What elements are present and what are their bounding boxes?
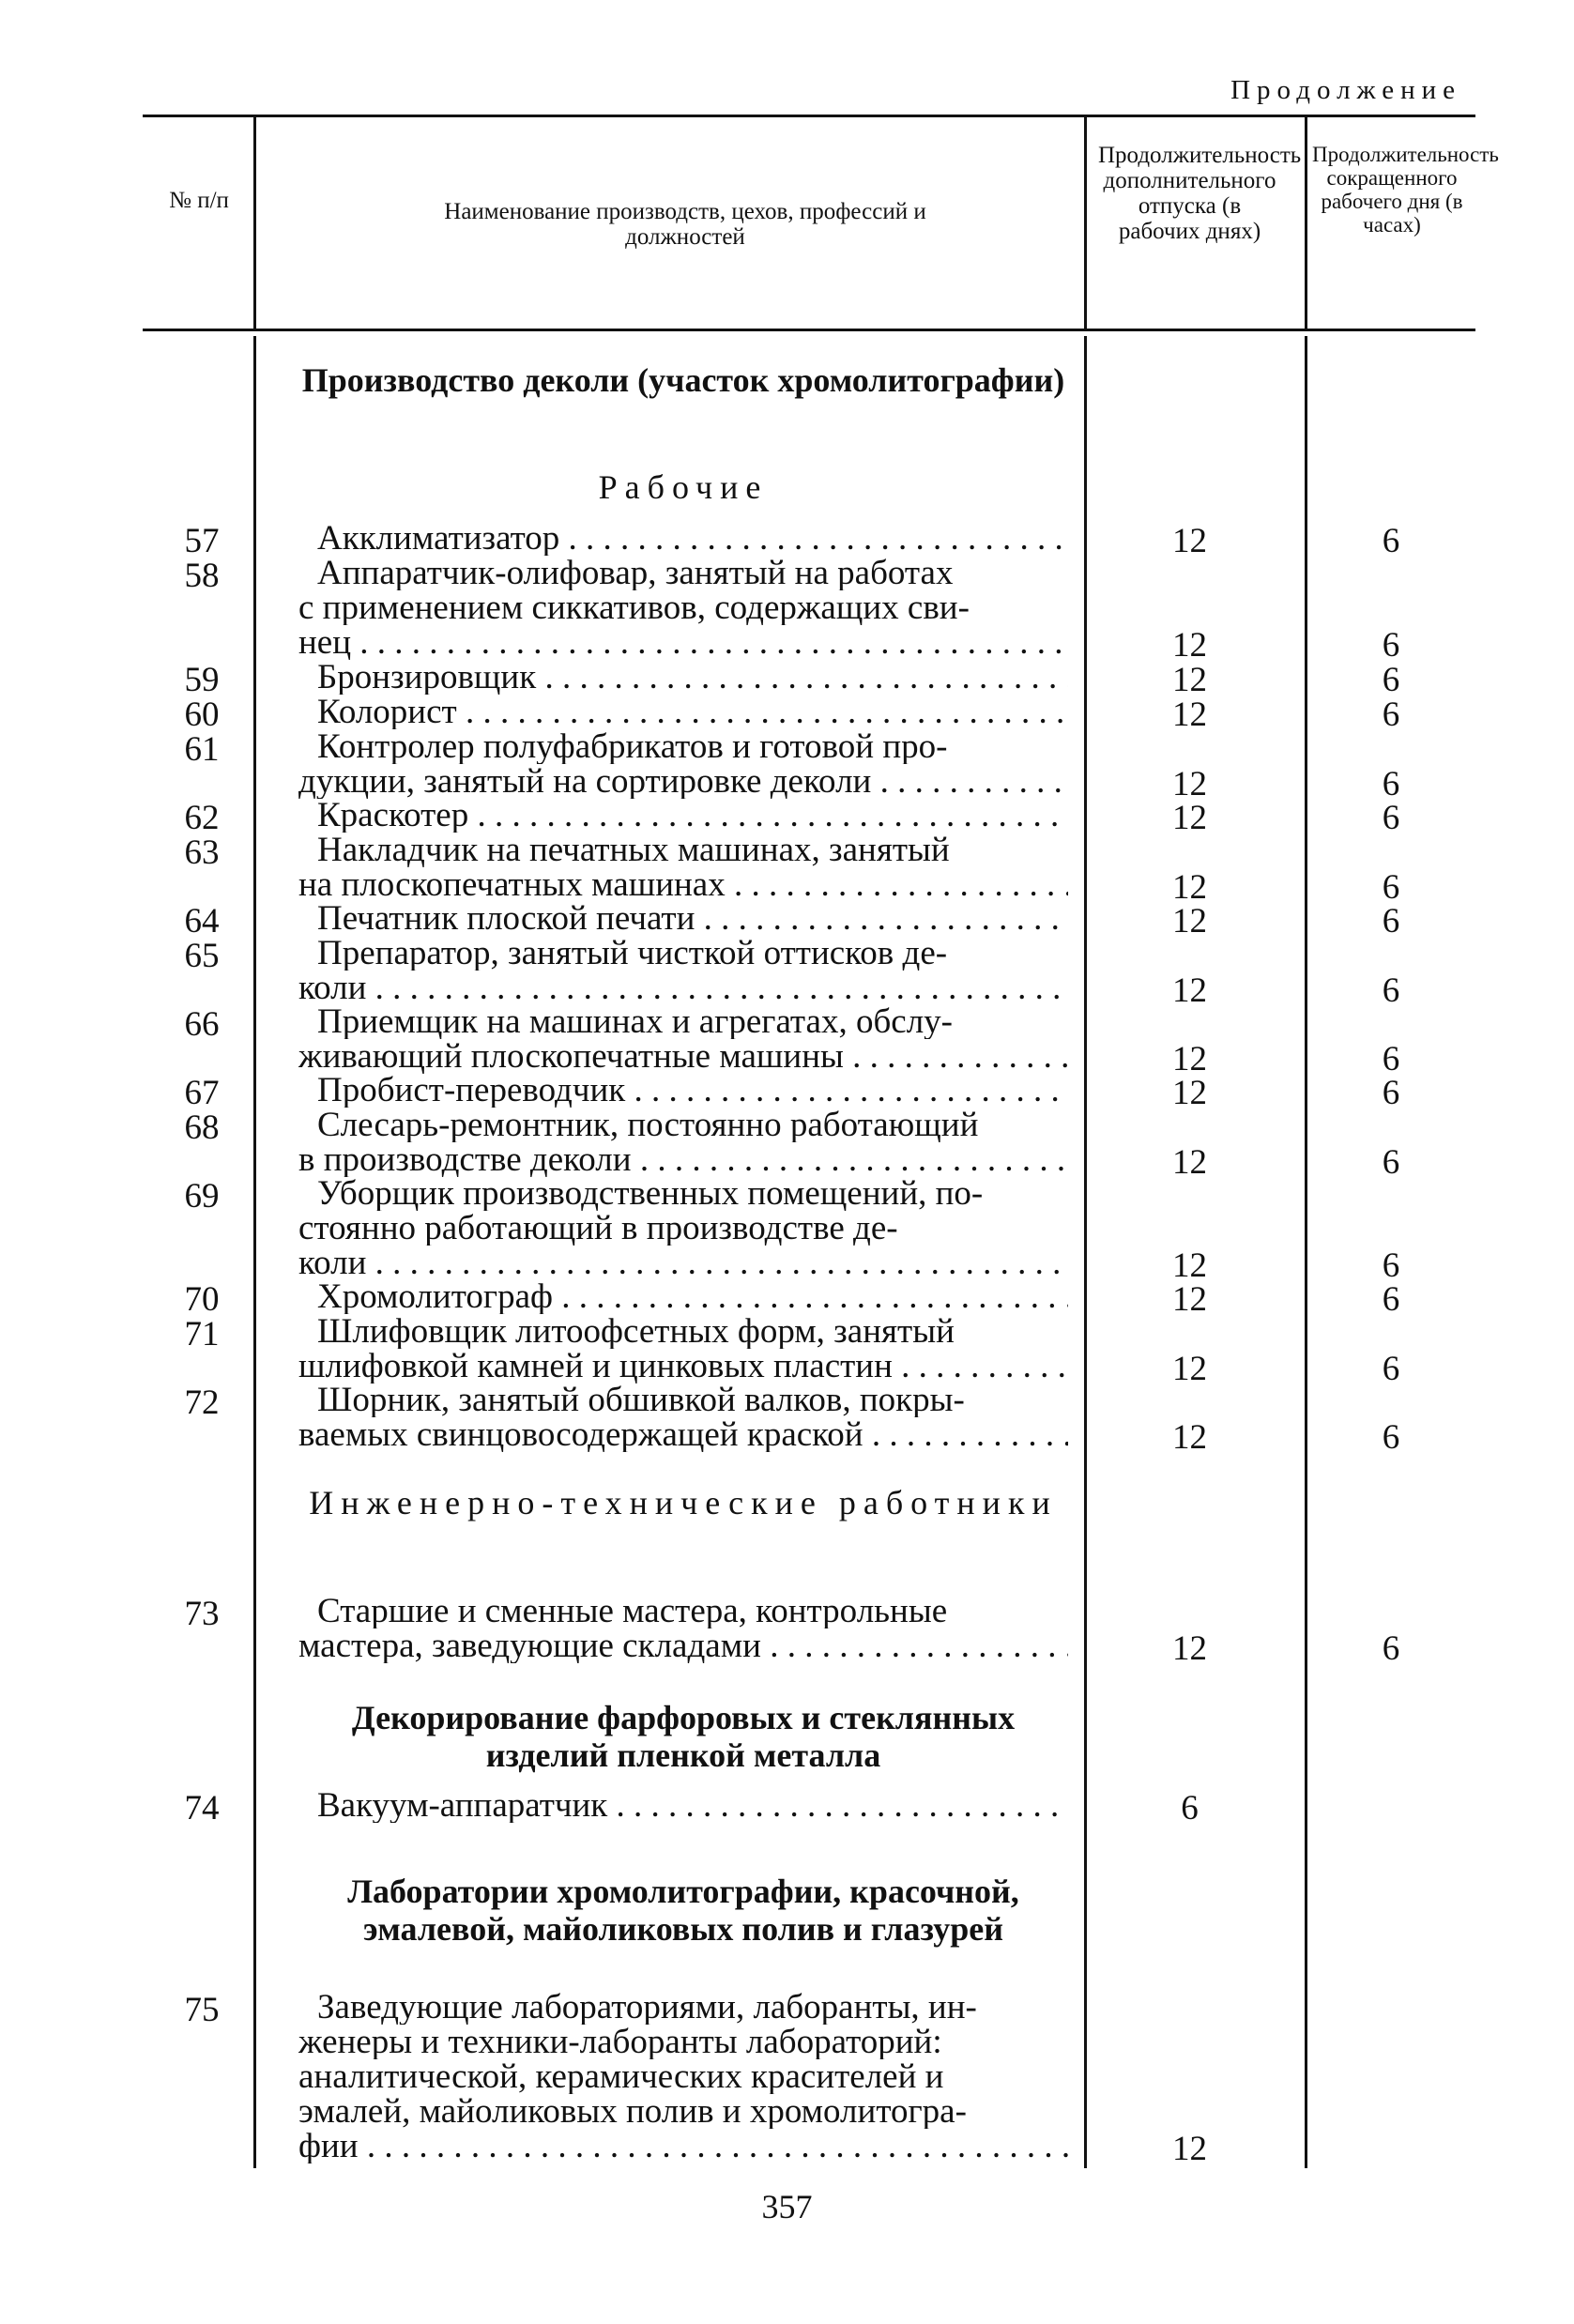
row-number: 64 (184, 902, 220, 940)
row-number: 62 (184, 799, 220, 837)
row-name-line: Заведующие лабораториями, лаборанты, ин- (317, 1990, 977, 2025)
leave-days: 12 (1172, 971, 1207, 1010)
leave-days: 12 (1172, 1246, 1207, 1285)
header-day: Продолжительность сокращенного рабочего дня (в часах) (1312, 143, 1499, 237)
leave-days: 12 (1172, 1350, 1207, 1388)
body-divider-2 (1084, 336, 1087, 2168)
row-name (298, 901, 1068, 936)
row-number: 63 (184, 833, 220, 872)
leave-days: 12 (1172, 765, 1207, 803)
short-day-hours: 6 (1382, 1143, 1400, 1182)
row-name-line: Слесарь-ремонтник, постоянно работающий (317, 1108, 979, 1142)
row-name-line: аналитической, керамических красителей и (298, 2059, 944, 2094)
row-number: 71 (184, 1315, 220, 1353)
row-name (298, 833, 1068, 902)
row-name-line: Колорист . . . (298, 695, 1068, 729)
header-divider-3 (1305, 117, 1307, 329)
row-name-line: в производстве деколи . . . (298, 1142, 1068, 1177)
row-name (298, 1279, 1068, 1314)
row-name (298, 1108, 1068, 1177)
leave-days: 12 (1172, 799, 1207, 837)
row-name-line: фии . . . (298, 2129, 1068, 2163)
row-name-line: Пробист-переводчик . . . (298, 1073, 1068, 1108)
row-name (298, 660, 1068, 695)
row-name-line: Накладчик на печатных машинах, занятый (317, 833, 950, 867)
row-name-line: с применением сиккативов, содержащих сви- (298, 590, 970, 625)
leave-days: 12 (1172, 1280, 1207, 1319)
row-name (298, 798, 1068, 833)
row-name-line: эмалей, майоликовых полив и хромолитогра- (298, 2094, 967, 2129)
row-name-line: шлифовкой камней и цинковых пластин . . . (298, 1349, 1068, 1384)
row-number: 60 (184, 696, 220, 734)
leave-days: 12 (1172, 1143, 1207, 1182)
row-name-line: стоянно работающий в производстве де- (298, 1211, 898, 1246)
row-name-line: ваемых свинцовосодержащей краской . . . (298, 1417, 1068, 1452)
row-name-line: Уборщик производственных помещений, по- (317, 1176, 984, 1211)
row-number: 70 (184, 1280, 220, 1319)
row-name (298, 556, 1068, 660)
row-name-line: Аппаратчик-олифовар, занятый на работах (317, 556, 954, 590)
body-divider-1 (253, 336, 256, 2168)
row-name-line: нец . . . (298, 625, 1068, 660)
page-number: 357 (761, 2188, 813, 2225)
row-name-line: Старшие и сменные мастера, контрольные (317, 1594, 948, 1628)
leave-days: 6 (1181, 1789, 1199, 1827)
section-title: Производство деколи (участок хромолитографии) (301, 361, 1065, 399)
leave-days: 12 (1172, 1418, 1207, 1457)
section-title: Декорирование фарфоровых и стеклянных изделий пленкой металла (351, 1699, 1016, 1774)
row-number: 57 (184, 522, 220, 560)
row-name (298, 1004, 1068, 1074)
row-number: 67 (184, 1074, 220, 1112)
row-name (298, 1788, 1068, 1823)
subsection-engineers: Инженерно-технические работники (309, 1484, 1058, 1521)
leave-days: 12 (1172, 1629, 1207, 1668)
short-day-hours: 6 (1382, 1629, 1400, 1668)
header-divider-1 (253, 117, 256, 329)
row-name (298, 1073, 1068, 1108)
row-name-line: коли . . . (298, 971, 1068, 1005)
row-name-line: Бронзировщик . . . (298, 660, 1068, 695)
section-title: Лаборатории хромолитографии, красочной, эмалевой, майоликовых полив и глазурей (347, 1873, 1019, 1948)
row-name (298, 1176, 1068, 1280)
leave-days: 12 (1172, 868, 1207, 907)
row-number: 72 (184, 1384, 220, 1422)
row-name-line: коли . . . (298, 1246, 1068, 1280)
row-name (298, 729, 1068, 799)
header-name: Наименование производств, цехов, профессий и должностей (444, 199, 926, 250)
row-name-line: на плоскопечатных машинах . . . (298, 867, 1068, 902)
short-day-hours: 6 (1382, 902, 1400, 940)
header-bottom-rule (143, 329, 1475, 331)
header-divider-2 (1084, 117, 1087, 329)
row-name-line: Препаратор, занятый чисткой оттисков де- (317, 936, 948, 971)
row-number: 66 (184, 1005, 220, 1044)
row-number: 65 (184, 937, 220, 975)
short-day-hours: 6 (1382, 971, 1400, 1010)
header-leave: Продолжительность дополнительного отпуска (в рабочих днях) (1098, 143, 1302, 244)
row-name-line: Хромолитограф . . . (298, 1279, 1068, 1314)
leave-days: 12 (1172, 626, 1207, 665)
row-name-line: дукции, занятый на сортировке деколи . . . (298, 764, 1068, 799)
row-number: 58 (184, 557, 220, 595)
subsection-workers: Рабочие (598, 468, 769, 506)
short-day-hours: 6 (1382, 799, 1400, 837)
row-name (298, 1383, 1068, 1452)
row-name-line: мастера, заведующие складами . . . (298, 1628, 1068, 1663)
row-name (298, 936, 1068, 1005)
leave-days: 12 (1172, 696, 1207, 734)
row-name-line: Шлифовщик литоофсетных форм, занятый (317, 1314, 955, 1349)
short-day-hours: 6 (1382, 522, 1400, 560)
row-name-line: Вакуум-аппаратчик . . . (298, 1788, 1068, 1823)
table-top-rule (143, 115, 1475, 117)
row-number: 69 (184, 1177, 220, 1216)
short-day-hours: 6 (1382, 868, 1400, 907)
short-day-hours: 6 (1382, 1280, 1400, 1319)
row-number: 74 (184, 1789, 220, 1827)
row-name-line: живающий плоскопечатные машины . . . (298, 1039, 1068, 1074)
leave-days: 12 (1172, 902, 1207, 940)
short-day-hours: 6 (1382, 696, 1400, 734)
short-day-hours: 6 (1382, 1040, 1400, 1078)
leave-days: 12 (1172, 522, 1207, 560)
row-name-line: женеры и техники-лаборанты лабораторий: (298, 2025, 942, 2059)
short-day-hours: 6 (1382, 1350, 1400, 1388)
row-name-line: Акклиматизатор . . . (298, 521, 1068, 556)
row-number: 59 (184, 661, 220, 699)
leave-days: 12 (1172, 1074, 1207, 1112)
row-number: 75 (184, 1991, 220, 2029)
short-day-hours: 6 (1382, 626, 1400, 665)
leave-days: 12 (1172, 1040, 1207, 1078)
continued-label: Продолжение (1230, 75, 1461, 105)
row-name (298, 521, 1068, 556)
row-name (298, 695, 1068, 729)
leave-days: 12 (1172, 2130, 1207, 2168)
header-num: № п/п (169, 188, 229, 213)
row-name (298, 1594, 1068, 1663)
row-number: 73 (184, 1595, 220, 1633)
short-day-hours: 6 (1382, 1418, 1400, 1457)
row-number: 61 (184, 730, 220, 769)
row-name-line: Краскотер . . . (298, 798, 1068, 833)
row-name-line: Печатник плоской печати . . . (298, 901, 1068, 936)
row-name (298, 1990, 1068, 2163)
short-day-hours: 6 (1382, 1246, 1400, 1285)
row-name-line: Приемщик на машинах и агрегатах, обслу- (317, 1004, 953, 1039)
row-name (298, 1314, 1068, 1384)
row-name-line: Контролер полуфабрикатов и готовой про- (317, 729, 948, 764)
row-number: 68 (184, 1108, 220, 1147)
short-day-hours: 6 (1382, 1074, 1400, 1112)
short-day-hours: 6 (1382, 765, 1400, 803)
row-name-line: Шорник, занятый обшивкой валков, покры- (317, 1383, 965, 1417)
short-day-hours: 6 (1382, 661, 1400, 699)
leave-days: 12 (1172, 661, 1207, 699)
